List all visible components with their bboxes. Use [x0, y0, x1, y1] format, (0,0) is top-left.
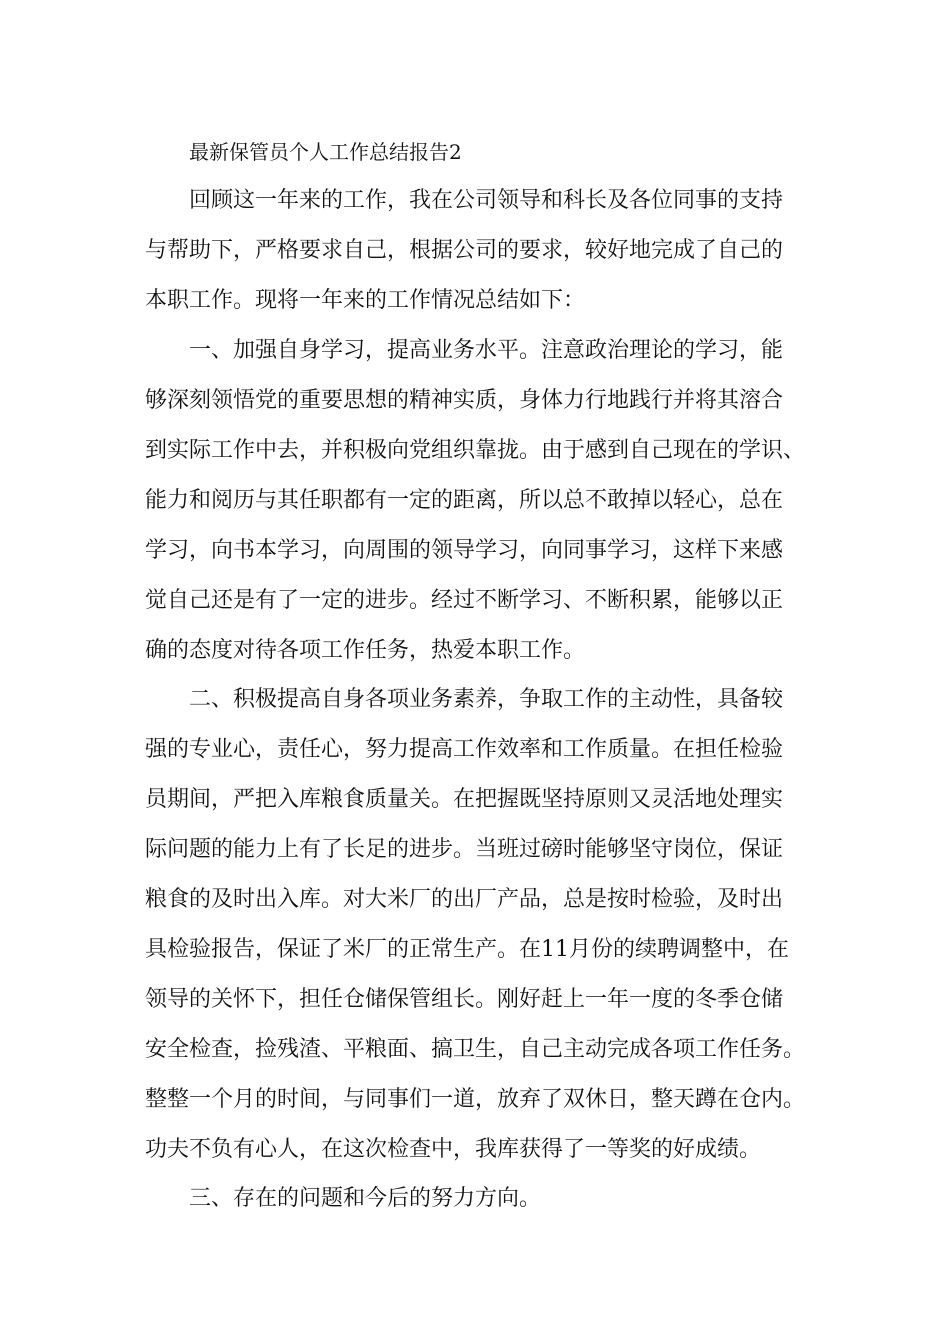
paragraph-line: 学习，向书本学习，向周围的领导学习，向同事学习，这样下来感 — [145, 538, 784, 563]
paragraph-line: 员期间，严把入库粮食质量关。在把握既坚持原则又灵活地处理实 — [145, 787, 784, 812]
paragraph-line: 本职工作。现将一年来的工作情况总结如下： — [145, 288, 586, 313]
paragraph-line: 领导的关怀下，担任仓储保管组长。刚好赶上一年一度的冬季仓储 — [145, 987, 784, 1012]
section-heading: 三、存在的问题和今后的努力方向。 — [189, 1186, 542, 1211]
paragraph-line: 功夫不负有心人，在这次检查中，我库获得了一等奖的好成绩。 — [145, 1137, 762, 1162]
paragraph-line: 际问题的能力上有了长足的进步。当班过磅时能够坚守岗位，保证 — [145, 837, 784, 862]
document-title: 最新保管员个人工作总结报告2 — [189, 140, 462, 164]
paragraph-line: 强的专业心，责任心，努力提高工作效率和工作质量。在担任检验 — [145, 737, 784, 762]
paragraph-line: 具检验报告，保证了米厂的正常生产。在11月份的续聘调整中，在 — [145, 937, 789, 962]
paragraph-line: 粮食的及时出入库。对大米厂的出厂产品，总是按时检验，及时出 — [145, 887, 784, 912]
paragraph-line: 能力和阅历与其任职都有一定的距离，所以总不敢掉以轻心，总在 — [145, 488, 784, 513]
paragraph-line: 一、加强自身学习，提高业务水平。注意政治理论的学习，能 — [189, 338, 784, 363]
paragraph-line: 到实际工作中去，并积极向党组织靠拢。由于感到自己现在的学识、 — [145, 438, 806, 463]
paragraph-line: 安全检查，捡残渣、平粮面、搞卫生，自己主动完成各项工作任务。 — [145, 1037, 806, 1062]
paragraph-line: 够深刻领悟党的重要思想的精神实质，身体力行地践行并将其溶合 — [145, 388, 784, 413]
paragraph-line: 整整一个月的时间，与同事们一道，放弃了双休日，整天蹲在仓内。 — [145, 1087, 806, 1112]
paragraph-line: 与帮助下，严格要求自己，根据公司的要求，较好地完成了自己的 — [145, 238, 784, 263]
paragraph-line: 确的态度对待各项工作任务，热爱本职工作。 — [145, 638, 586, 663]
paragraph-line: 回顾这一年来的工作，我在公司领导和科长及各位同事的支持 — [189, 188, 784, 213]
paragraph-line: 觉自己还是有了一定的进步。经过不断学习、不断积累，能够以正 — [145, 588, 784, 613]
paragraph-line: 二、积极提高自身各项业务素养，争取工作的主动性，具备较 — [189, 687, 784, 712]
